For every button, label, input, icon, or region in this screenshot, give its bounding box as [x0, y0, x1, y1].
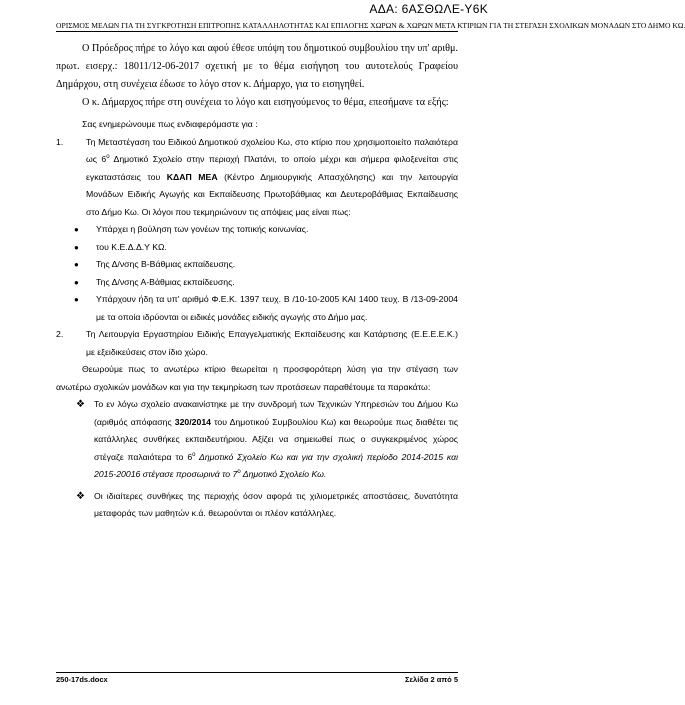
- bullet-item: ● Της Δ/νσης Α-Βάθμιας εκπαίδευσης.: [56, 274, 458, 292]
- bullet-icon: ●: [74, 295, 79, 304]
- document-body: [56, 40, 458, 523]
- bullet-icon: ●: [74, 260, 79, 269]
- bullet-item: ● Της Δ/νσης Β-Βάθμιας εκπαίδευσης.: [56, 256, 458, 274]
- diamond-item-text: Το εν λόγω σχολείο ανακαινίστηκε με την συνδρομή των Τεχνικών Υπηρεσιών του Δήμου Κω (αριθμός απόφασης 320/2014 του Δημοτικού Συμβουλίου Κω) και θεωρούμε πως διαθέτει τις κατάλληλες συνθήκες εκπαιδευτήριου. Αξίζει να σημειωθεί πως ο συγκεκριμένος χώρος στέγαζε παλαιότερα το $6^o$ Δημοτικό Σχολείο Κω και για την σχολική περίοδο 2014-2015 και 2015-20016 στέγασε προσωρινά το $7^o$ Δημοτικό Σχολείο Κω.: [94, 399, 459, 479]
- diamond-item-text: Οι ιδιαίτερες συνθήκες της περιοχής όσον αφορά τις χιλιομετρικές αποστάσεις, δυνατότητα μεταφοράς των μαθητών κ.ά. θεωρούνται οι πλέον κατάλληλες.: [94, 490, 458, 518]
- item-number: 1.: [56, 136, 64, 147]
- item-text: Τη Λειτουργία Εργαστηρίου Ειδικής Επαγγελματικής Εκπαίδευσης και Κατάρτισης (Ε.Ε.Ε.Ε.Κ.) με εξειδικεύσεις στον ίδιο χώρο.: [86, 329, 458, 357]
- bullet-icon: ●: [74, 225, 79, 234]
- footer-page-number: Σελίδα 2 από 5: [404, 675, 458, 684]
- paragraph-justification: Θεωρούμε πως το ανωτέρω κτίριο θεωρείται η προσφορότερη λύση για την στέγαση των ανωτέρω σχολικών μονάδων και για την τεκμηρίωση των προτάσεων παραθέτουμε τα παρακάτω:: [56, 364, 458, 392]
- page-footer: [56, 672, 458, 684]
- bullet-item: ● Υπάρχουν ήδη τα υπ' αριθμό Φ.Ε.Κ. 1397 τευχ. Β /10-10-2005 ΚΑΙ 1400 τευχ. Β /13-09-2004 με τα οποία ιδρύονται οι ειδικές μονάδες ειδικής αγωγής στο Δήμο μας.: [56, 291, 458, 326]
- footer-filename: 250-17ds.docx: [56, 675, 108, 684]
- numbered-item-2: [56, 326, 458, 361]
- paragraph-mayor: Ο κ. Δήμαρχος πήρε στη συνέχεια το λόγο και εισηγούμενος το θέμα, επεσήμανε τα εξής:: [82, 97, 449, 108]
- document-header-title: ΟΡΙΣΜΟΣ ΜΕΛΩΝ ΓΙΑ ΤΗ ΣΥΓΚΡΟΤΗΣΗ ΕΠΙΤΡΟΠΗΣ ΚΑΤΑΛΛΗΛΟΤΗΤΑΣ ΚΑΙ ΕΠΙΛΟΓΗΣ ΧΩΡΩΝ & ΧΩΡΩΝ ΜΕΤΑ ΚΤΙΡΙΩΝ ΓΙΑ ΤΗ ΣΤΕΓΑΣΗ ΣΧΟΛΙΚΩΝ ΜΟΝΑΔΩΝ ΣΤΟ ΔΗΜΟ ΚΩ.: [56, 21, 685, 30]
- item-text: Τη Μεταστέγαση του Ειδικού Δημοτικού σχολείου Κω, στο κτίριο που χρησιμοποιείτο παλαιότερα ως $6^o$ Δημοτικό Σχολείο στην περιοχή Πλατάνι, το οποίο μέχρι και σήμερα φιλοξενείται στις εγκαταστάσεις του ΚΔΑΠ ΜΕΑ (Κέντρο Δημιουργικής Απασχόλησης) και την λειτουργία Μονάδων Ειδικής Αγωγής και Εκπαίδευσης Πρωτοβάθμιας και Δευτεροβάθμιας Εκπαίδευσης στο Δήμο Κω. Οι λόγοι που τεκμηριώνουν τις απόψεις μας είναι πως:: [86, 136, 459, 217]
- diamond-bullet-icon: ❖: [76, 490, 85, 502]
- bullet-icon: ●: [74, 242, 79, 252]
- diamond-bullet-item: [56, 396, 458, 484]
- ada-code: ΑΔΑ: 6ΑΣΘΩΛΕ-Υ6Κ: [369, 2, 488, 16]
- bullet-item: ● Υπάρχει η βούληση των γονέων της τοπικής κοινωνίας.: [56, 221, 458, 239]
- bullet-icon: ●: [74, 277, 79, 287]
- bullet-item: ● του Κ.Ε.Δ.Δ.Υ ΚΩ.: [56, 239, 458, 257]
- diamond-bullet-item: [56, 488, 458, 523]
- numbered-item-1: [56, 134, 458, 222]
- diamond-bullet-icon: ❖: [76, 399, 85, 410]
- paragraph-president: Ο Πρόεδρος πήρε το λόγο και αφού έθεσε υπόψη του δημοτικού συμβουλίου την υπ' αριθμ. πρωτ. εισερχ.: 18011/12-06-2017 σχετική με το θέμα εισήγηση του αυτοτελούς Γραφείου Δημάρχου, στη συνέχεια έδωσε το λόγο στον κ. Δήμαρχο, για το εισηγηθεί.: [56, 43, 458, 90]
- item-number: 2.: [56, 329, 64, 339]
- intro-line: Σας ενημερώνουμε πως ενδιαφερόμαστε για :: [82, 119, 258, 129]
